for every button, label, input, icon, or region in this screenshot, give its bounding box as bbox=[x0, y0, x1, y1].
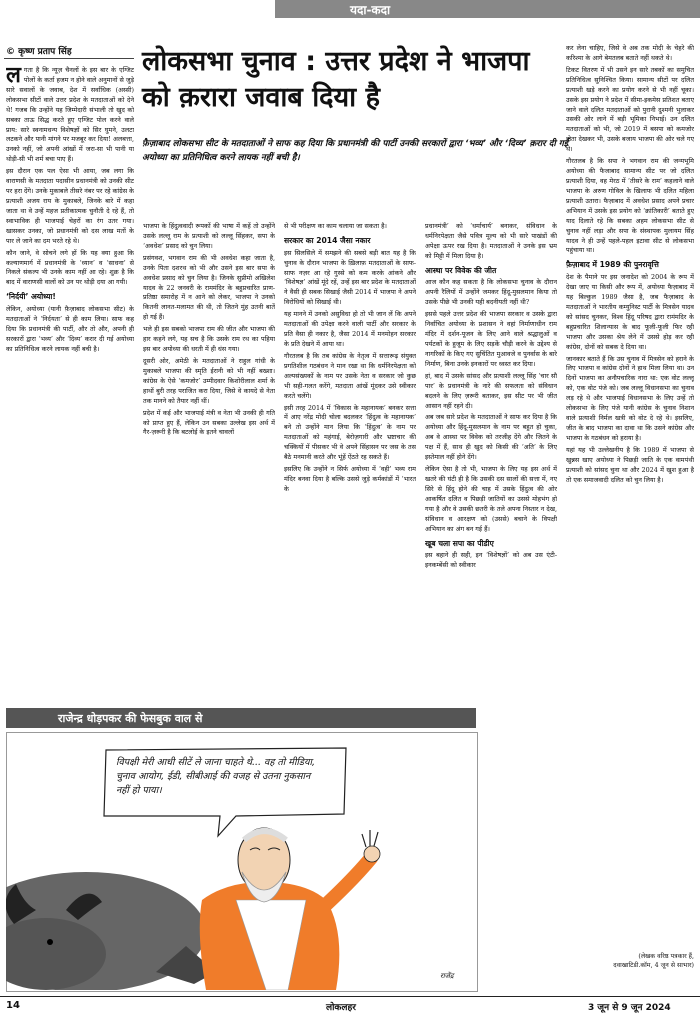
paragraph: हां, बाद में उसके सांसद और प्रत्याशी लल्लू सिंह ‘चार सौ पार’ के प्रधानमंत्री के नारे की सफलता को संविधान बदलने के लिए ज़रूरी बताकर, इस सीट पर भी जीत आसान नहीं रहने दी। bbox=[425, 371, 557, 410]
subheading: खूब चला सपा का पीडीए bbox=[425, 538, 494, 548]
paragraph: आज कौन कह सकता है कि लोकसभा चुनाव के दौरान अपनी रैलियों में उन्होंने जमकर हिंदू-मुसलमान किया तो उसके पीछे भी उनकी यही बदनीयती नहीं थी? bbox=[425, 278, 557, 307]
byline-rule bbox=[4, 58, 134, 59]
buffalo-drawing bbox=[6, 872, 216, 990]
section-tag: यदा-कदा bbox=[350, 3, 391, 17]
subheading: सरकार का 2014 जैसा नकार bbox=[284, 235, 371, 245]
paragraph: इसी तरह 2014 में ‘विकास के महानायक’ बनकर सत्ता में आए नरेंद्र मोदी चोला बदलकर ‘हिंदुत्व के महानायक’ बने तो उन्होंने मान लिया कि ‘हिंदुत्व’ के नाम पर मतदाताओं को महंगाई, बेरोज़गारी और भ्रष्टाचार की चक्कियों में पीसकर भी वे अपने सिंहासन पर जस के तस बैठे मनमानी करते और भूंहें ऐंठते रह सकते हैं। bbox=[284, 403, 416, 462]
headline: लोकसभा चुनाव : उत्तर प्रदेश ने भाजपा को क़रारा जवाब दिया है bbox=[142, 46, 530, 114]
paragraph: गौरतलब है कि तब कांग्रेस के नेतृत्व में सत्तारूढ़ संयुक्त प्रगतिशील गठबंधन ने मान रखा था कि धर्मनिरपेक्षता को अल्पसंख्यकों के नाम पर उसके नेता व सरकार जो कुछ भी सही-गलत करेंगे, मतदाता आंखें मूंदकर उसे स्वीकार करते चलेंगे। bbox=[284, 351, 416, 400]
byline: © कृष्ण प्रताप सिंह bbox=[6, 47, 72, 57]
paragraph: इसलिए कि उन्होंने न सिर्फ अयोध्या में ‘वही’ भव्य राम मंदिर बनवा दिया है बल्कि उससे जुड़े कर्मकांडों में ‘भारत के bbox=[284, 465, 416, 493]
paragraph: भले ही इस सबको भाजपा राम की जीत और भाजपा की हार कहने लगे, यह सच है कि उसके राम रथ का पहिया इस बार अयोध्या की धरती में ही धंस गया। bbox=[143, 325, 275, 354]
paragraph: जानकार बताते हैं कि उस चुनाव में मित्रसेन को हराने के लिए भाजपा व कांग्रेस दोनों ने हाथ मिला लिया था। उन दिनों भाजपा का अनौपचारिक नारा था: एक वोट लल्लू को, एक वोट पंजे को। जब लल्लू विधानसभा का चुनाव लड़ रहे थे और भाजपाई विधानसभा के लिए उन्हें तो लोकसभा के लिए पंजे यानी कांग्रेस के चुनाव निशान वाले प्रत्याशी निर्मल खत्री को वोट दे रहे थे। इसलिए, जीत के बाद भाजपा का दावा था कि उसने कांग्रेस और भाजपा के गठबंधन को हराया है। bbox=[566, 354, 694, 442]
page-number: 14 bbox=[6, 1000, 20, 1011]
article-column-5 bbox=[566, 44, 694, 950]
header-left-blank bbox=[0, 0, 275, 18]
paragraph: यह मानने में उनको असुविधा हो तो भी जान लें कि अपने मतदाताओं की उपेक्षा करने वाली पार्टी और सरकार के प्रति वैसा ही नकार है, जैसा 2014 में मनमोहन सरकार के प्रति देखने में आया था। bbox=[284, 310, 416, 348]
paragraph: गता है कि न्यूज़ चैनलों के इस बार के एग्जिट पोलों के कर्ता हजम न होने वाले अनुमानों से जुड़े सारे सवालों के जवाब, देश में सर्वाधिक (अस्सी) लोकसभा सीटों वाले उत्तर प्रदेश के मतदाताओं को देने थे! गजब कि उन्होंने यह जिम्मेदारी संभाली तो खुद को सबका ताऊ सिद्ध करते हुए एग्जिट पोल करने वाले प्राय: सारे स्वनामधन्य विशेषज्ञों को सिर घुमने, उलटा लटकने और पानी मांगने पर मजबूर कर दिया! अलबत्ता, उनको नहीं, जो अपनी आंखों में जरा-सा भी पानी या थोड़ी-सी भी शर्म बचा पाए हैं। bbox=[6, 66, 134, 164]
dropcap: ल bbox=[6, 66, 21, 88]
subheading: ‘निर्दयी’ अयोध्या! bbox=[6, 292, 56, 302]
paragraph: लेकिन, अयोध्या (यानी फ़ैज़ाबाद लोकसभा सीट) के मतदाताओं ने ‘निर्दयता’ से ही काम लिया। साफ कह दिया कि प्रधानमंत्री की पार्टी, और तो और, अपनी ही सरकारों द्वारा ‘भव्य’ और ‘दिव्य’ करार दी गई अयोध्या का प्रतिनिधित्व करने लायक नहीं बची है। bbox=[6, 305, 134, 353]
issue-date: 3 जून से 9 जून 2024 bbox=[588, 1003, 671, 1013]
cartoon-banner-text: राजेन्द्र धोड़पकर की फेसबुक वाल से bbox=[58, 712, 203, 725]
author-note bbox=[578, 952, 694, 971]
cartoon-speech-text: विपक्षी मेरी आधी सीटें ले जाना चाहते थे... वह तो मीडिया, चुनाव आयोग, ईडी, सीबीआई की वजह से उतना नुकसान नहीं हो पाया। bbox=[116, 757, 315, 796]
standfirst: फ़ैज़ाबाद लोकसभा सीट के मतदाताओं ने साफ कह दिया कि प्रधानमंत्री की पार्टी उनकी सरकारों द्वारा ‘भव्य’ और ‘दिव्य’ क़रार दी गई अयोध्या का प्रतिनिधित्व करने लायक नहीं बची है। bbox=[142, 139, 569, 163]
paragraph: प्रधानमंत्री’ को ‘धर्माचार्य’ बनाकर, संविधान के धर्मनिरपेक्षता जैसे पवित्र मूल्य को भी सारे पाखंडों की अपेक्षा ऊपर रख दिया है। मतदाताओं ने उनके इस भ्रम को मिट्टी में मिला दिया है। bbox=[425, 222, 557, 260]
paragraph: यहां यह भी उल्लेखनीय है कि 1989 में भाजपा से खुन्नस खाए अयोध्या ने पिछड़ी जाति के एक वामपंथी प्रत्याशी को सांसद चुना था और 2024 में खुश हुआ है तो एक समाजवादी दलित को चुन लिया है। bbox=[566, 445, 694, 484]
paragraph: लेकिन ऐसा है तो भी, भाजपा के लिए यह इस अर्थ में खतरे की घंटी ही है कि उसकी दस सालों की सत्ता में, नए सिरे से हिंदू होने की चाह में उसके हिंदुत्व की ओर आकर्षित दलित व पिछड़ी जातियों का उससे मोहभंग हो गया है और वे उसकी छतरी के तले अपना निस्तार न देख, संविधान व आरक्षण को (उससे) बचाने के विपक्षी अभियान का अंग बन गई हैं। bbox=[425, 465, 557, 533]
paragraph: कौन जाने, वे सोचने लगे हों कि यह क्या हुआ कि कल्याणमार्ग में प्रधानमंत्री के ‘ध्यान’ व ‘साधना’ से निकले संकल्प भी उनके काम नहीं आ रहे। शुक्र है कि बाद में वाराणसी वालों को उन पर थोड़ी दया आ गयी। bbox=[6, 248, 134, 287]
man-drawing bbox=[200, 828, 380, 990]
subheading: फ़ैज़ाबाद में 1989 की पुनरावृत्ति bbox=[566, 260, 659, 270]
paragraph: इस बहाने ही सही, इन ‘विशेषज्ञों’ को अब उस एंटी-इनकम्बेंसी को स्वीकार bbox=[425, 551, 557, 570]
header-band bbox=[275, 0, 700, 18]
article-column-2 bbox=[143, 222, 275, 704]
section-header-bar bbox=[0, 0, 700, 18]
article-column-1 bbox=[6, 66, 134, 704]
cartoonist-signature: राजेंद्र bbox=[440, 972, 454, 980]
paragraph: इस सिलसिले में समझने की सबसे बड़ी बात यह है कि चुनाव के दौरान भाजपा के ख़िलाफ़ मतदाताओं के साफ-साफ नज़र आ रहे गुस्से को कम करके आंकने और ‘विशेषज्ञ’ आंखें मूंदे रहें, उन्हें इस बार प्रदेश के मतदाताओं ने वैसी ही सबक सिखाई जैसी 2014 में भाजपा ने अपने विरोधियों को सिखाई थी। bbox=[284, 248, 416, 307]
paragraph: देश के पैमाने पर इस जनादेश को 2004 के रूप में देखा जाए या किसी और रूप में, अयोध्या फैज़ाबाद में यह बिल्कुल 1989 जैसा है, जब फैज़ाबाद के मतदाताओं ने भारतीय कम्युनिस्ट पार्टी के मित्रसेन यादव को सांसद चुनकर, विश्व हिंदू परिषद द्वारा रामंमदिर के बहुप्रचारित शिलान्यास के बाद फूली-फूली फिर रही भाजपा और उसका श्रेय लेने में उससे होड़ कर रही कांग्रेस, दोनों को सबक दे दिया था। bbox=[566, 273, 694, 351]
paragraph: गौरतलब है कि सपा ने भगवान राम की जन्मभूमि अयोध्या की फैजाबाद सामान्य सीट पर जो दलित प्रत्याशी दिया, वह मेरठ में ‘तीसरे के राम’ कहलाने वाले भाजपा के अरुण गोविल के खिलाफ भी दलित महिला प्रत्याशी उतारा। फैज़ाबाद में अवधेश प्रसाद अपने प्रचार अभियान में उसके इस प्रयोग को ‘क्रांतिकारी’ बताते हुए याद दिलाते रहे कि सबका अहम लोकसभा सीट से चुनाव नहीं लड़ा और सपा के संस्थापक मुलायम सिंह यादव ने ही उन्हें पहले-पहल इटावा सीट से लोकसभा पहुंचाया था। bbox=[566, 157, 694, 255]
subheading: आस्था पर विवेक की जीत bbox=[425, 265, 497, 275]
publication-name: लोकलहर bbox=[326, 1003, 356, 1013]
author-note-line: (लेखक वरिष्ठ पत्रकार हैं, bbox=[638, 953, 694, 960]
paragraph: इससे पहले उत्तर प्रदेश की भाजपा सरकार व उसके द्वारा निर्वाचित अयोध्या के प्रशासन ने वहां निर्माणाधीन राम मंदिर में दर्शन-पूजन के लिए आने वाले श्रद्धालुओं व पर्यटकों के हुजूम के लिए सड़कें चौड़ी करने के उद्देश्य से नागरिकों के किए गए सुचिंतित मुआवजे व पुनर्वास के बारे निर्माण, बिना उनके इनकारों पर ध्वस्त कर दिया। bbox=[425, 310, 557, 368]
paragraph: दूसरी ओर, अमेठी के मतदाताओं ने राहुल गांधी के मुकाबले भाजपा की स्मृति ईरानी को भी नहीं बख्शा। कांग्रेस के ऐसे ‘कमजोर’ उम्मीदवार किशोरीलाल शर्मा के हाथों बुरी तरह पराजित करा दिया, जिसे वे कायदे से नेता तक मानने को तैयार नहीं थीं। bbox=[143, 356, 275, 405]
paragraph: से भी परीक्षण का काम चलाया जा सकता है। bbox=[284, 222, 387, 230]
paragraph: अब जब सारे प्रदेश के मतदाताओं ने साफ कर दिया है कि अयोध्या और हिंदू-मुसलमान के नाम पर बहुत हो चुका, अब वे आस्था पर विवेक को तरजीह देंगे और जितने के पक्ष में हैं, साथ ही खुद को किसी की ‘अति’ के लिए इस्तेमाल नहीं होने देंगे। bbox=[425, 413, 557, 462]
paragraph: टिकट वितरण में भी उसने इन सारे तबकों का समुचित प्रतिनिधित्व सुनिश्चित किया। सामान्य सीटों पर दलित प्रत्याशी खड़े करने का प्रयोग करने से भी नहीं चूका। उसके इस प्रयोग ने प्रदेश में सीमा-इकमेस प्रतिशत बताए जाने वाले दलित मतदाताओं को पुरानी दुश्मनी भुलाकर उसकी ओर लाने में बड़ी भूमिका निभाई। उन दलित मतदाताओं को भी, जो 2019 में बसपा को कमजोर होता देखकर भी, उसके बजाय भाजपा की ओर चले गए थे। bbox=[566, 65, 694, 154]
article-column-3 bbox=[284, 222, 416, 704]
author-note-source: दवाखाटिडी.कॉम, 4 जून से साभार) bbox=[613, 962, 694, 970]
paragraph: प्रदेश में कई और भाजपाई मंत्री व नेता भी उनकी ही गति को प्राप्त हुए हैं, लेकिन उन सबका उल्लेख इस अर्थ में गैर-ज़रूरी है कि बटलोई के इतने चावलों bbox=[143, 408, 275, 437]
paragraph: कर लेना चाहिए, जिसे वे अब तक मोदी के चेहरे की करिश्मा के आगे बेमतलब बताते नहीं थकते थे। bbox=[566, 44, 694, 62]
paragraph: इस दौरान एक पल ऐसा भी आया, जब लगा कि वाराणसी के मतदाता पदासीन प्रधानमंत्री को उनकी सीट पर हरा देंगे। उनके मुकाबले तीसरे नंबर पर रहे कांग्रेस के प्रत्याशी अजय राय के मुकाबले, जिनके बारे में कहा जाता था वे उन्हें महज प्रतीकात्मक चुनौती दे रहे हैं, तो स्वाभाविक ही भाजपाई चेहरों का रंग उतर गया। खासकर उनका, जो प्रधानमंत्री को दस लाख मतों के पार ले जाने का दम भरते रहे थे। bbox=[6, 167, 134, 245]
paragraph: प्रसंगवश, भगवान राम की भी अवधेश कहा जाता है, उनके पिता दशरथ को भी और उसने इस बार सपा के अवधेश प्रसाद को चुन लिया है। जिनके सुप्रीमो अखिलेश यादव के 22 जनवरी के राममंदिर के बहुप्रचारित प्राण-प्रतिष्ठा समारोह में न आने को लेकर, भाजपा ने उनको कितनी लानत-मलामत की थी, तो जितने मुंह उतनी बातें हो गई हैं। bbox=[143, 253, 275, 322]
paragraph: भाजपा के हिंदुत्ववादी रूपकों की भाषा में कहें तो उन्होंने उसके लल्लू राम के प्रत्याशी को लल्लू सिंहकर, सपा के ‘अवधेश’ प्रसाद को चुन लिया। bbox=[143, 222, 275, 250]
